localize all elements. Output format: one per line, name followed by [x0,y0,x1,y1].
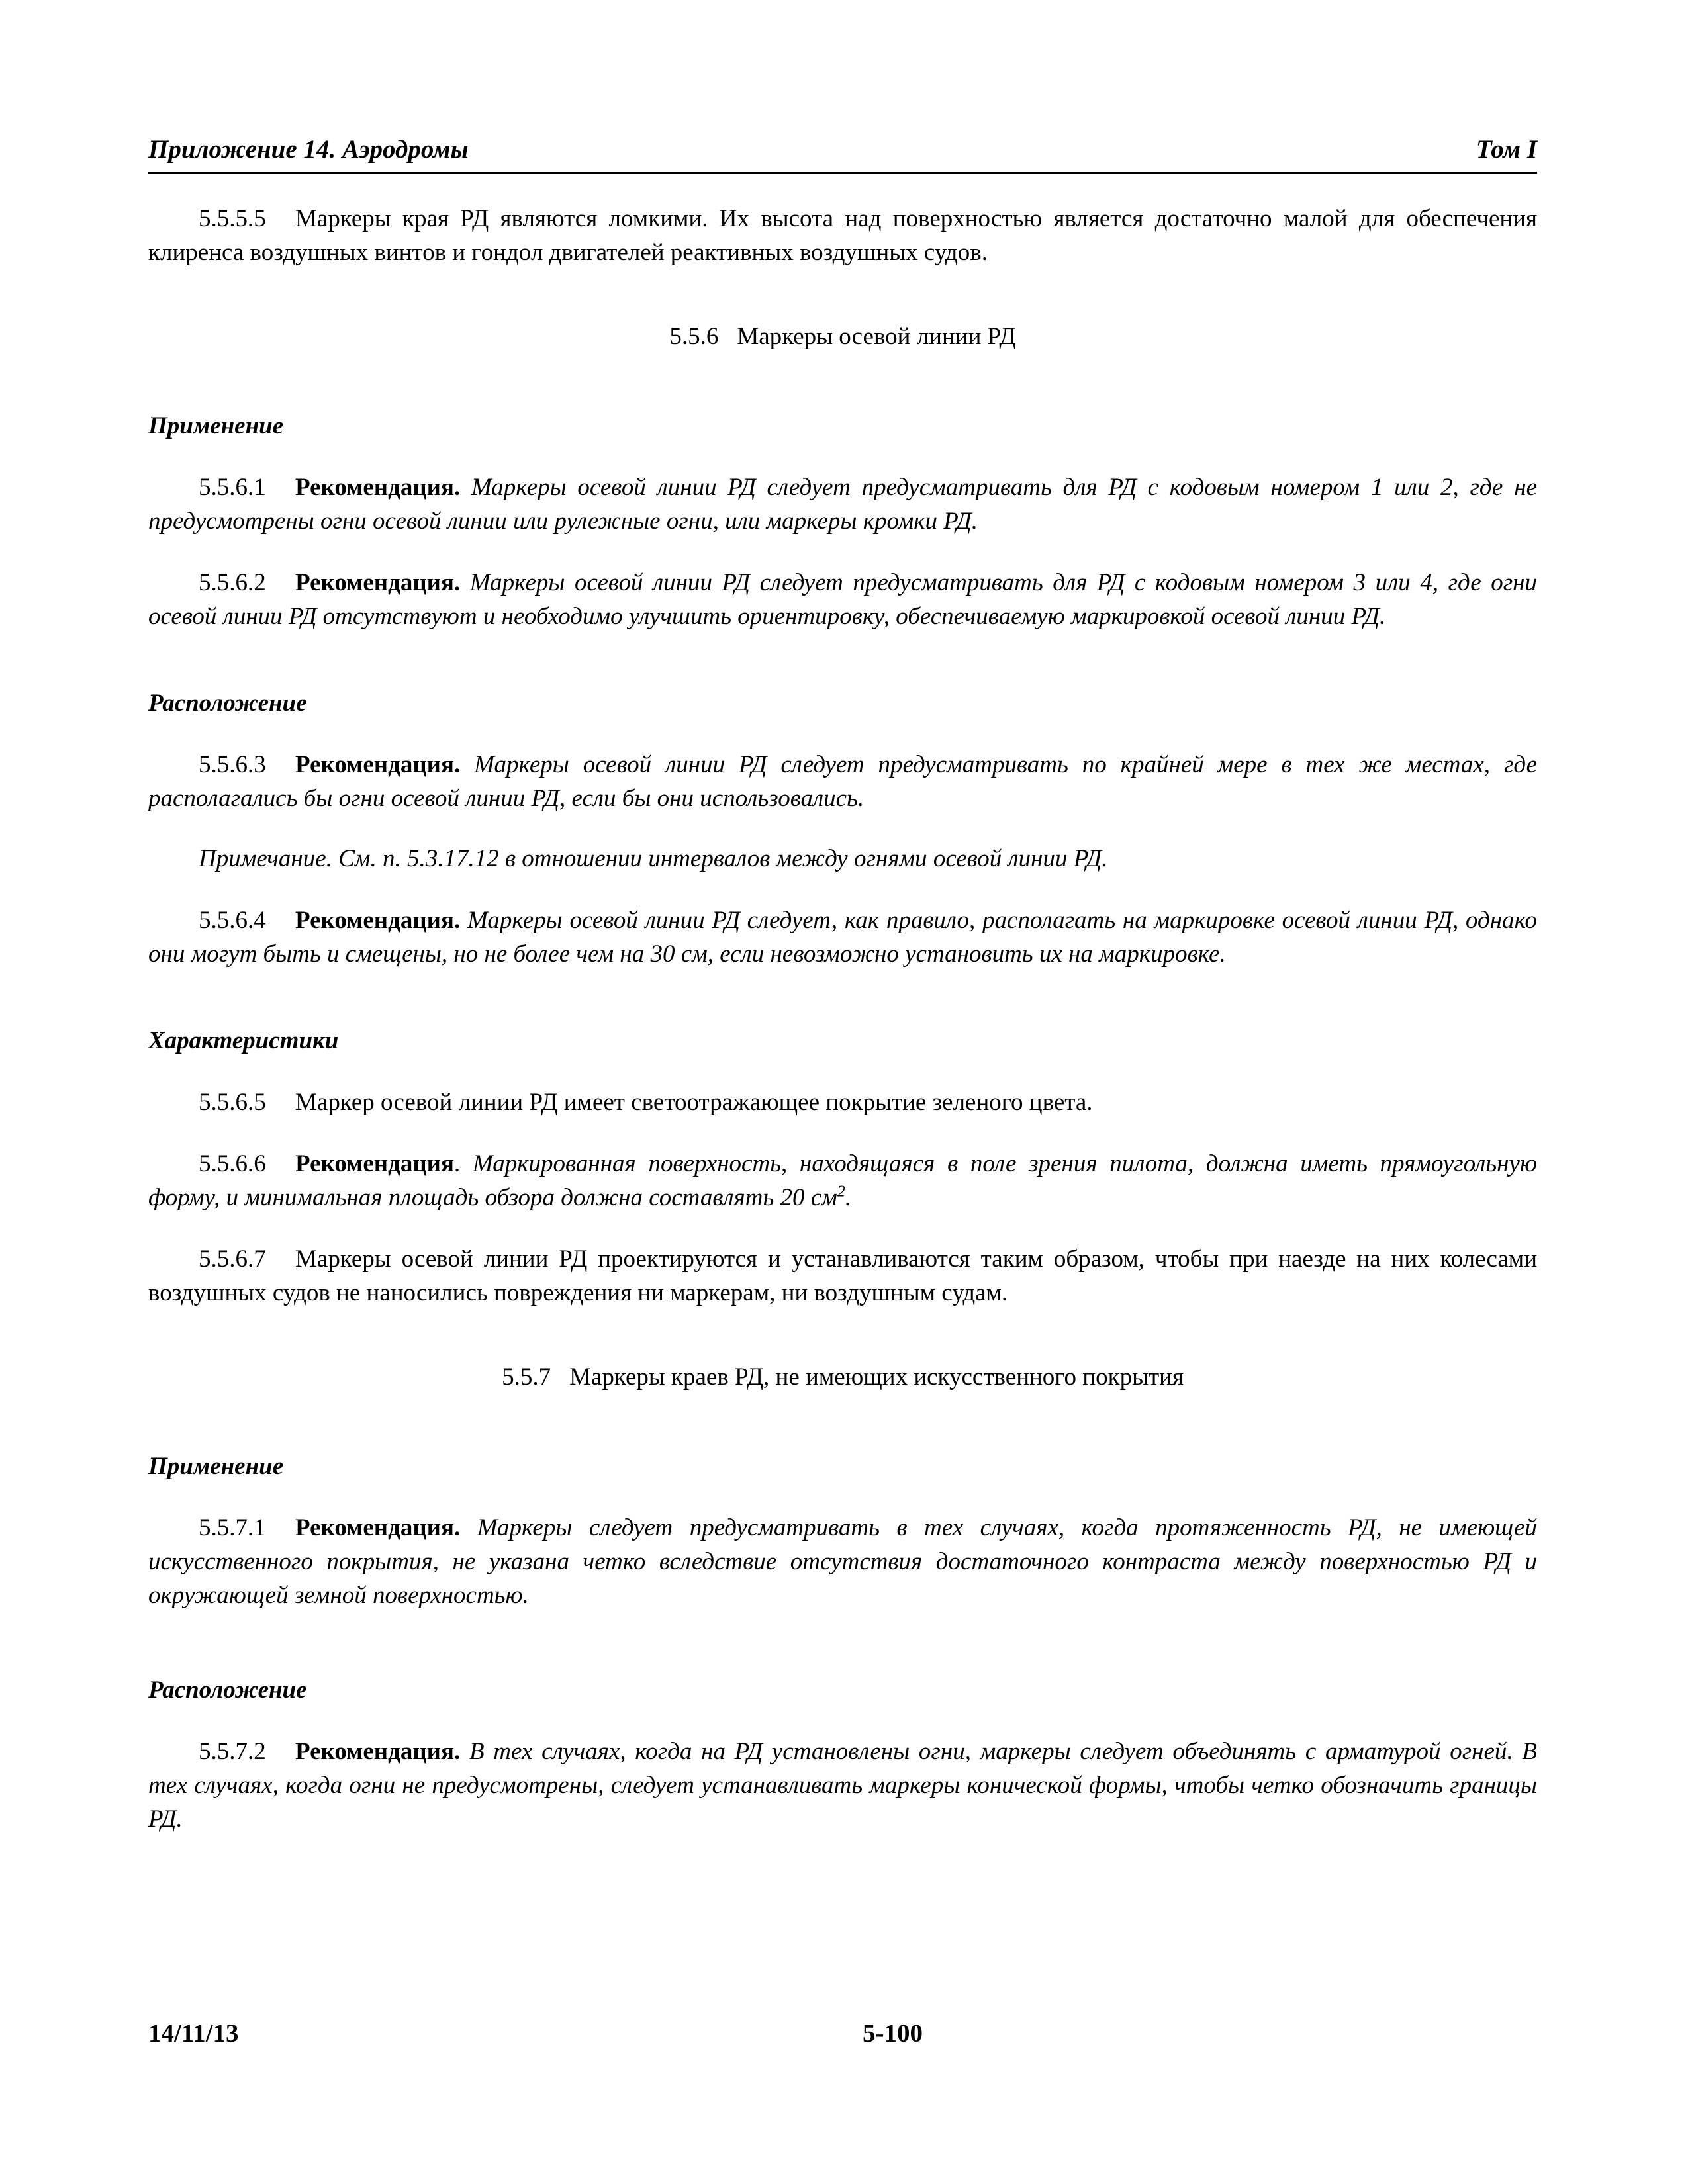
paragraph-text: Маркеры следует предусматривать в тех случаях, когда протяженность РД, не имеющей искусственного покрытия, не указана четко вследствие отсутствия достаточного контраста между поверхностью РД и окружающей земной поверхностью. [148,1514,1538,1609]
subheading-location: Расположение [148,690,307,717]
paragraph-text: Маркеры края РД являются ломкими. Их высота над поверхностью является достаточно малой для обеспечения клиренса воздушных винтов и гондол двигателей реактивных воздушных судов. [148,205,1537,266]
paragraph-text: Маркер осевой линии РД имеет светоотражающее покрытие зеленого цвета. [295,1089,1093,1116]
section-title-5-5-6 [148,320,1537,353]
subheading-location-2: Расположение [148,1676,307,1704]
paragraph-number: 5.5.6.4 [199,907,266,934]
paragraph-5-5-7-2 [148,1735,1537,1836]
recommendation-label: Рекомендация. [295,1738,461,1765]
footer-date: 14/11/13 [148,2019,239,2048]
paragraph-end: . [845,1184,852,1211]
paragraph-text: Маркеры осевой линии РД следует предусматривать для РД с кодовым номером 1 или 2, где не предусмотрены огни осевой линии или рулежные огни, или маркеры кромки РД. [148,474,1537,535]
header-title: Приложение 14. Аэродромы [148,135,469,163]
section-title-text: Маркеры краев РД, не имеющих искусственного покрытия [569,1363,1184,1390]
paragraph-number: 5.5.7.1 [199,1514,266,1541]
paragraph-5-5-6-5 [148,1085,1537,1119]
section-title-text: Маркеры осевой линии РД [737,323,1016,350]
paragraph-text: В тех случаях, когда на РД установлены огни, маркеры следует объединять с арматурой огней. В тех случаях, когда огни не предусмотрены, следует устанавливать маркеры конической формы, чтобы четко обозначить границы РД. [148,1738,1537,1833]
paragraph-number: 5.5.7.2 [199,1738,266,1765]
recommendation-label: Рекомендация. [295,1514,461,1541]
document-page [148,132,1537,1836]
paragraph-5-5-6-4 [148,903,1537,971]
paragraph-number: 5.5.5.5 [199,205,266,232]
paragraph-text: Маркеры осевой линии РД следует предусматривать по крайней мере в тех же местах, где располагались бы огни осевой линии РД, если бы они использовались. [148,751,1537,812]
superscript-2: 2 [837,1183,845,1201]
page-header [148,132,1537,174]
note-5-5-6-3: Примечание. См. п. 5.3.17.12 в отношении интервалов между огнями осевой линии РД. [199,845,1108,872]
recommendation-label: Рекомендация [295,1150,454,1177]
section-number: 5.5.6 [669,323,719,350]
paragraph-number: 5.5.6.2 [199,569,266,596]
paragraph-5-5-6-7 [148,1242,1537,1310]
paragraph-5-5-6-2 [148,566,1537,633]
recommendation-label: Рекомендация. [295,474,461,501]
paragraph-5-5-5-5 [148,202,1537,269]
paragraph-number: 5.5.6.1 [199,474,266,501]
paragraph-5-5-6-1 [148,471,1537,538]
paragraph-number: 5.5.6.7 [199,1246,266,1273]
paragraph-text: Маркеры осевой линии РД следует, как правило, располагать на маркировке осевой линии РД, однако они могут быть и смещены, но не более чем на 30 см, если невозможно установить их на маркировке. [148,907,1538,968]
paragraph-5-5-6-3 [148,748,1537,815]
paragraph-5-5-6-6 [148,1147,1537,1214]
recommendation-label: Рекомендация. [295,569,461,596]
subheading-characteristics: Характеристики [148,1027,339,1054]
paragraph-text: Маркеры осевой линии РД проектируются и устанавливаются таким образом, чтобы при наезде на них колесами воздушных судов не наносились повреждения ни маркерам, ни воздушным судам. [148,1246,1537,1306]
paragraph-number: 5.5.6.3 [199,751,266,778]
page-footer [148,2019,1537,2052]
subheading-application: Применение [148,412,284,439]
section-number: 5.5.7 [502,1363,551,1390]
recommendation-dot: . [453,1150,461,1177]
subheading-application-2: Применение [148,1453,284,1480]
paragraph-text: Маркеры осевой линии РД следует предусматривать для РД с кодовым номером 3 или 4, где огни осевой линии РД отсутствуют и необходимо улучшить ориентировку, обеспечиваемую маркировкой осевой линии РД. [148,569,1537,630]
footer-page-number: 5-100 [863,2019,923,2048]
paragraph-text: Маркированная поверхность, находящаяся в поле зрения пилота, должна иметь прямоугольную форму, и минимальная площадь обзора должна составлять 20 см [148,1150,1537,1211]
header-volume: Том I [1476,135,1537,163]
recommendation-label: Рекомендация. [295,751,461,778]
paragraph-number: 5.5.6.6 [199,1150,266,1177]
section-title-5-5-7 [148,1360,1537,1394]
paragraph-5-5-7-1 [148,1511,1537,1612]
paragraph-number: 5.5.6.5 [199,1089,266,1116]
recommendation-label: Рекомендация. [295,907,461,934]
